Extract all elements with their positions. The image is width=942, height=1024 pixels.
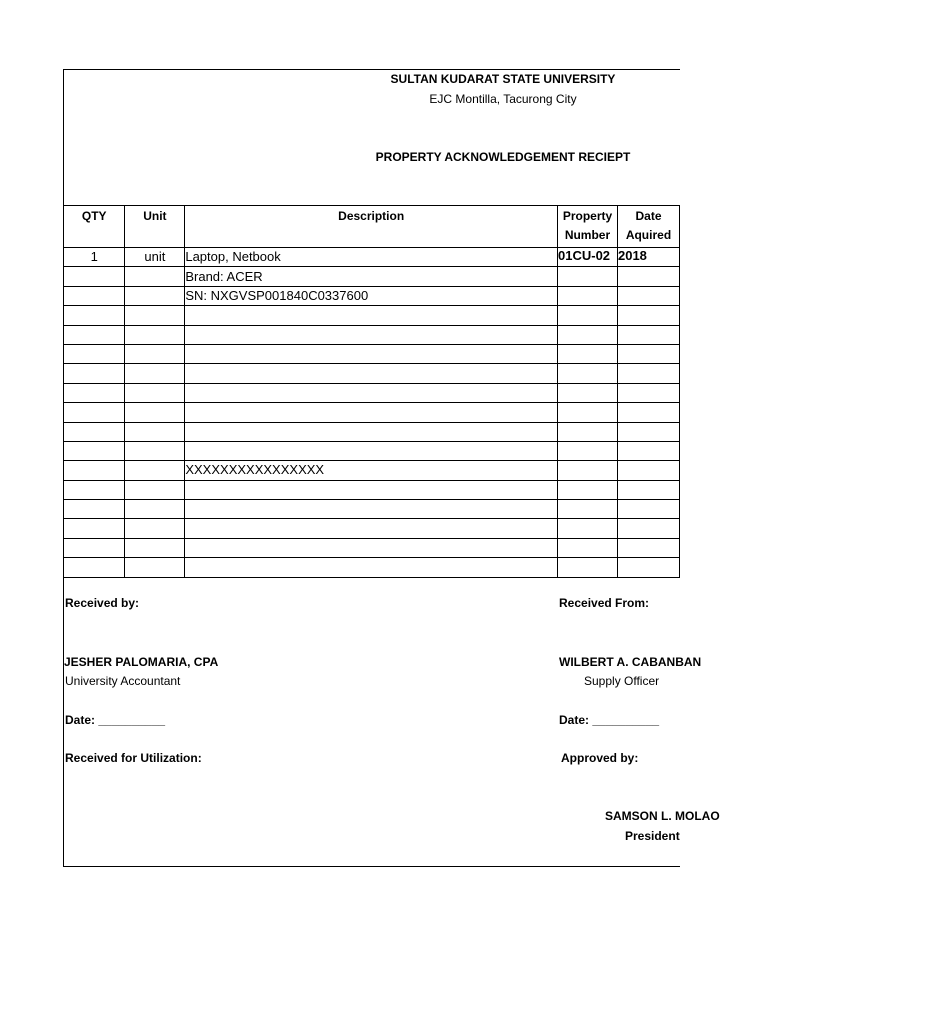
cell-description: Brand: ACER [185,267,558,286]
form-title: PROPERTY ACKNOWLEDGEMENT RECIEPT [375,150,631,164]
cell-property-number [558,286,618,305]
table-row [64,480,680,499]
table-row [64,364,680,383]
cell-description [185,441,558,460]
cell-date-acquired [617,306,679,325]
cell-property-number [558,325,618,344]
cell-qty [64,306,125,325]
cell-property-number [558,538,618,557]
cell-unit [125,461,185,480]
receiver-position: University Accountant [65,674,181,688]
cell-date-acquired [617,558,679,577]
cell-qty [64,538,125,557]
table-row [64,248,680,267]
cell-qty [64,286,125,305]
cell-unit [125,364,185,383]
cell-unit [125,422,185,441]
cell-description [185,519,558,538]
approver-position: President [625,829,680,843]
header-property-line2: Number [564,228,611,242]
cell-unit [125,325,185,344]
cell-property-number [558,558,618,577]
cell-date-acquired [617,461,679,480]
cell-date-acquired: 2018 [617,248,679,267]
table-row [64,306,680,325]
received-for-utilization-label: Received for Utilization: [65,751,202,765]
cell-property-number [558,364,618,383]
cell-property-number [558,306,618,325]
cell-qty [64,344,125,363]
cell-description [185,500,558,519]
cell-unit [125,519,185,538]
cell-property-number [558,344,618,363]
table-row [64,286,680,305]
university-address: EJC Montilla, Tacurong City [429,92,577,106]
cell-date-acquired [617,267,679,286]
cell-qty [64,422,125,441]
cell-date-acquired [617,500,679,519]
receiver-name: JESHER PALOMARIA, CPA [64,655,219,669]
cell-unit [125,500,185,519]
cell-qty [64,480,125,499]
cell-description: SN: NXGVSP001840C0337600 [185,286,558,305]
cell-date-acquired [617,383,679,402]
header-qty: QTY [64,206,125,248]
cell-unit [125,480,185,499]
giver-position: Supply Officer [584,674,660,688]
cell-description: XXXXXXXXXXXXXXXX [185,461,558,480]
header-property-number [558,206,618,248]
table-row [64,538,680,557]
header-date-line2: Aquired [625,228,672,242]
property-receipt-form [63,69,720,867]
cell-qty: 1 [64,248,125,267]
table-row [64,344,680,363]
table-row [64,500,680,519]
table-row [64,422,680,441]
cell-date-acquired [617,422,679,441]
cell-unit: unit [125,248,185,267]
table-row [64,267,680,286]
cell-description [185,422,558,441]
cell-property-number [558,441,618,460]
cell-qty [64,461,125,480]
table-row [64,558,680,577]
cell-property-number: 01CU-02 [558,248,618,267]
received-by-label: Received by: [65,596,140,610]
header-date-acquired [617,206,679,248]
cell-unit [125,383,185,402]
cell-date-acquired [617,538,679,557]
cell-unit [125,306,185,325]
cell-date-acquired [617,519,679,538]
approver-name: SAMSON L. MOLAO [605,809,720,823]
cell-property-number [558,403,618,422]
cell-property-number [558,461,618,480]
cell-property-number [558,267,618,286]
cell-qty [64,364,125,383]
cell-description [185,306,558,325]
approved-by-label: Approved by: [561,751,639,765]
header-property-line1: Property [562,209,613,223]
cell-description [185,538,558,557]
header-unit: Unit [125,206,185,248]
cell-property-number [558,500,618,519]
university-name: SULTAN KUDARAT STATE UNIVERSITY [390,72,616,86]
cell-qty [64,441,125,460]
cell-property-number [558,519,618,538]
cell-date-acquired [617,344,679,363]
cell-date-acquired [617,441,679,460]
cell-property-number [558,383,618,402]
cell-description: Laptop, Netbook [185,248,558,267]
cell-unit [125,538,185,557]
table-row [64,383,680,402]
header-description: Description [185,206,558,248]
giver-name: WILBERT A. CABANBAN [559,655,702,669]
cell-description [185,558,558,577]
cell-unit [125,403,185,422]
header-date-line1: Date [635,209,662,223]
cell-qty [64,558,125,577]
cell-unit [125,286,185,305]
date-left-line: Date: __________ [65,713,166,727]
cell-qty [64,383,125,402]
cell-description [185,383,558,402]
table-row [64,441,680,460]
items-table [64,205,680,578]
table-row [64,461,680,480]
cell-qty [64,325,125,344]
cell-qty [64,403,125,422]
cell-date-acquired [617,364,679,383]
cell-description [185,325,558,344]
cell-property-number [558,422,618,441]
table-row [64,519,680,538]
cell-property-number [558,480,618,499]
cell-qty [64,267,125,286]
received-from-label: Received From: [559,596,650,610]
date-right-line: Date: __________ [559,713,660,727]
cell-unit [125,267,185,286]
cell-qty [64,519,125,538]
cell-unit [125,344,185,363]
cell-description [185,403,558,422]
cell-description [185,344,558,363]
cell-date-acquired [617,403,679,422]
cell-date-acquired [617,286,679,305]
cell-unit [125,558,185,577]
cell-date-acquired [617,480,679,499]
cell-description [185,364,558,383]
cell-qty [64,500,125,519]
table-row [64,403,680,422]
cell-description [185,480,558,499]
table-row [64,325,680,344]
table-header-row [64,206,680,248]
cell-unit [125,441,185,460]
cell-date-acquired [617,325,679,344]
